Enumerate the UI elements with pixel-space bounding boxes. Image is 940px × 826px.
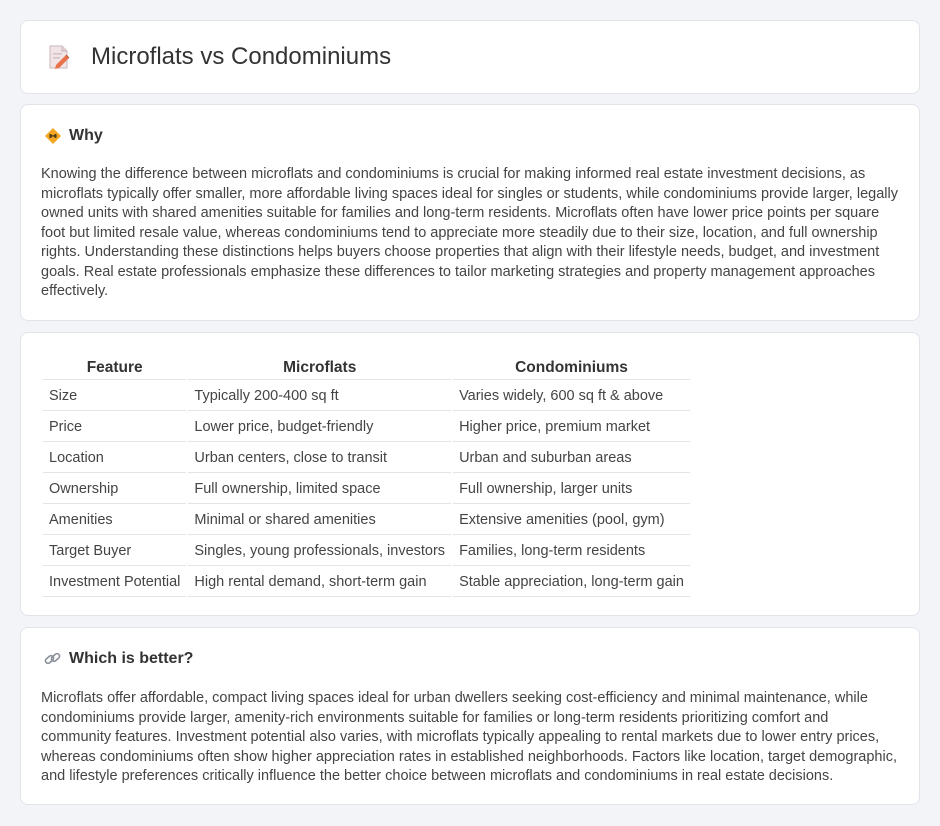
cell-feature: Target Buyer — [43, 537, 186, 566]
diamond-signpost-icon — [43, 127, 63, 145]
cell-condominiums: Stable appreciation, long-term gain — [453, 568, 690, 597]
cell-condominiums: Urban and suburban areas — [453, 444, 690, 473]
table-row — [43, 568, 690, 597]
cell-feature: Ownership — [43, 475, 186, 504]
cell-microflats: Full ownership, limited space — [188, 475, 451, 504]
cell-condominiums: Higher price, premium market — [453, 413, 690, 442]
cell-feature: Investment Potential — [43, 568, 186, 597]
cell-microflats: Singles, young professionals, investors — [188, 537, 451, 566]
cell-condominiums: Families, long-term residents — [453, 537, 690, 566]
link-icon — [43, 650, 63, 668]
why-title: Why — [69, 127, 103, 144]
table-row — [43, 506, 690, 535]
table-row — [43, 444, 690, 473]
page-title: Microflats vs Condominiums — [91, 43, 392, 70]
better-title: Which is better? — [69, 650, 194, 667]
cell-microflats: Lower price, budget-friendly — [188, 413, 451, 442]
cell-feature: Location — [43, 444, 186, 473]
comparison-card — [20, 332, 920, 616]
table-row — [43, 413, 690, 442]
why-paragraph: Knowing the difference between microflats and condominiums is crucial for making informed real estate investment decisions, as microflats typically offer smaller, more affordable living spaces ideal for singles or students, while condominiums provide larger, legally owned units with shared amenities suitable for families and long-term residents. Microflats often have lower price points per square foot but limited resale value, whereas condominiums tend to appreciate more steadily due to their size, location, and full ownership rights. Understanding these distinctions helps buyers choose properties that align with their lifestyle needs, budget, and investment goals. Real estate professionals emphasize these differences to tailor marketing strategies and property management approaches effectively. — [41, 166, 898, 299]
cell-microflats: Minimal or shared amenities — [188, 506, 451, 535]
table-header-row — [43, 355, 690, 380]
header-microflats: Microflats — [188, 355, 451, 380]
table-row — [43, 475, 690, 504]
table-row — [43, 382, 690, 411]
cell-condominiums: Extensive amenities (pool, gym) — [453, 506, 690, 535]
better-heading — [43, 650, 193, 668]
cell-feature: Size — [43, 382, 186, 411]
cell-microflats: High rental demand, short-term gain — [188, 568, 451, 597]
header-card — [20, 20, 920, 94]
header-condominiums: Condominiums — [453, 355, 690, 380]
which-better-card — [20, 627, 920, 805]
header-feature: Feature — [43, 355, 186, 380]
why-heading — [43, 127, 103, 145]
comparison-table — [41, 353, 692, 599]
title-row — [45, 43, 391, 71]
cell-feature: Amenities — [43, 506, 186, 535]
cell-microflats: Urban centers, close to transit — [188, 444, 451, 473]
better-paragraph: Microflats offer affordable, compact living spaces ideal for urban dwellers seeking cost-efficiency and minimal maintenance, while condominiums provide larger, amenity-rich environments suitable for families or long-term residents prioritizing comfort and community features. Investment potential also varies, with microflats typically appealing to rental markets due to lower entry prices, whereas condominiums often show higher appreciation rates in established neighborhoods. Factors like location, target demographic, and lifestyle preferences critically influence the better choice between microflats and condominiums in real estate decisions. — [41, 690, 897, 784]
cell-microflats: Typically 200-400 sq ft — [188, 382, 451, 411]
why-card — [20, 104, 920, 321]
cell-condominiums: Varies widely, 600 sq ft & above — [453, 382, 690, 411]
document-pencil-icon — [45, 43, 73, 71]
cell-condominiums: Full ownership, larger units — [453, 475, 690, 504]
table-row — [43, 537, 690, 566]
cell-feature: Price — [43, 413, 186, 442]
